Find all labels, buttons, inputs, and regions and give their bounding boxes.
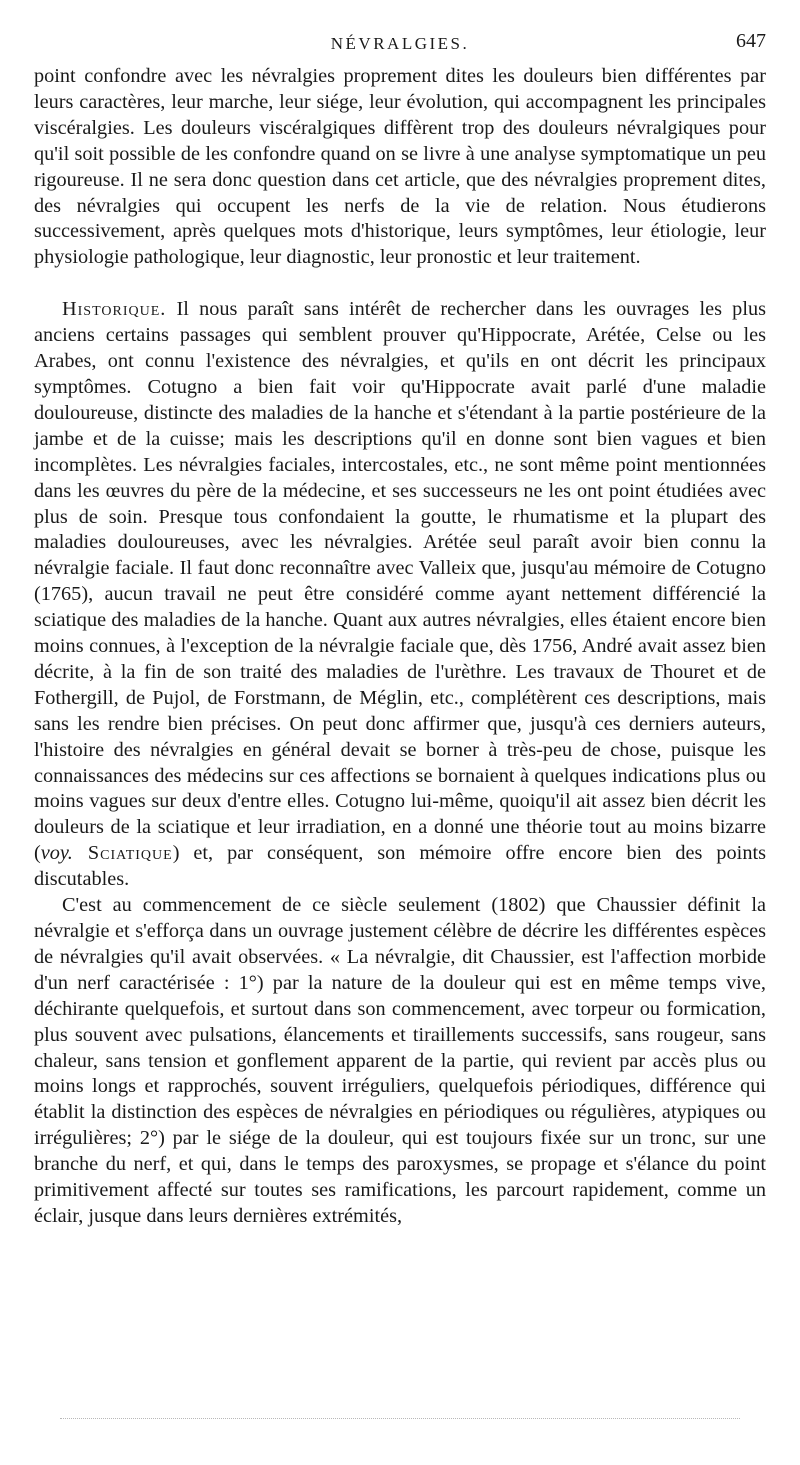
running-title: NÉVRALGIES. — [330, 34, 470, 53]
voy-abbreviation: voy. — [40, 842, 73, 865]
section-heading-historique: Historique. — [62, 298, 167, 321]
paragraph-chaussier: C'est au commencement de ce siècle seulement (1802) que Chaussier définit la névralgie et s'efforça dans un ouvrage justement célèbre de décrire les différentes espèces de névralgies qu'il avait observées. « La névralgie, dit Chaussier, est l'affection morbide d'un nerf caractérisée : 1°) par la nature de la douleur qui est en même temps vive, déchirante quelquefois, et surtout dans son commencement, avec torpeur ou formication, plus souvent avec pulsations, élancements et tiraillements successifs, sans rougeur, sans chaleur, sans tension et gonflement apparent de la partie, qui revient par accès plus ou moins longs et rapprochés, souvent irréguliers, quelquefois périodiques, différence qui établit la distinction des espèces de névralgies en périodiques ou régulières, atypiques ou irrégulières; 2°) par le siége de la douleur, qui est toujours fixée sur un tronc, sur une branche du nerf, et qui, dans le temps des paroxysmes, se propage et s'élance du point primitivement affecté sur toutes ses ramifications, les parcourt rapidement, comme un éclair, jusque dans leurs dernières extrémités, — [34, 894, 766, 1227]
page-number: 647 — [736, 30, 766, 52]
paragraph-historique-text-b: ) et, par conséquent, son mémoire offre encore bien des points discutables. — [34, 842, 766, 891]
footer-dotted-rule — [60, 1418, 740, 1419]
cross-reference-sciatique: Sciatique — [72, 842, 173, 865]
text-body — [34, 64, 766, 1230]
paragraph-intro-continued: point confondre avec les névralgies proprement dites les douleurs bien différentes par leurs caractères, leur marche, leur siége, leur évolution, qui accompagnent les principales viscéralgies. Les douleurs viscéralgiques diffèrent trop des douleurs névralgiques pour qu'il soit possible de les confondre quand on se livre à une analyse symptomatique un peu rigoureuse. Il ne sera donc question dans cet article, que des névralgies proprement dites, des névralgies qui occupent les nerfs de la vie de relation. Nous étudierons successivement, après quelques mots d'historique, leurs symptômes, leur étiologie, leur physiologie pathologique, leur diagnostic, leur pronostic et leur traitement. — [34, 65, 766, 269]
page-header — [34, 28, 766, 58]
paragraph-historique-text-a: Il nous paraît sans intérêt de rechercher dans les ouvrages les plus anciens certains passages qui semblent prouver qu'Hippocrate, Arétée, Celse ou les Arabes, ont connu l'existence des névralgies, et qu'ils en ont décrit les principaux symptômes. Cotugno a bien fait voir qu'Hippocrate avait parlé d'une maladie douloureuse, distincte des maladies de la hanche et s'étendant à la partie postérieure de la jambe et de la cuisse; mais les descriptions qu'il en donne sont bien vagues et bien incomplètes. Les névralgies faciales, intercostales, etc., ne sont même point mentionnées dans les œuvres du père de la médecine, et ses successeurs ne les ont point étudiées avec plus de soin. Presque tous confondaient la goutte, le rhumatisme et la plupart des maladies douloureuses, avec les névralgies. Arétée seul paraît avoir bien connu la névralgie faciale. Il faut donc reconnaître avec Valleix que, jusqu'au mémoire de Cotugno (1765), aucun travail ne peut être considéré comme ayant nettement différencié la sciatique des maladies de la hanche. Quant aux autres névralgies, elles étaient encore bien moins connues, à l'exception de la névralgie faciale que, dès 1756, André avait assez bien décrite, à la fin de son traité des maladies de l'urèthre. Les travaux de Thouret et de Fothergill, de Pujol, de Forstmann, de Méglin, etc., complétèrent ces descriptions, mais sans les rendre bien précises. On peut donc affirmer que, jusqu'à ces derniers auteurs, l'histoire des névralgies en général devait se borner à très-peu de chose, puisque les connaissances des médecins sur ces affections se bornaient à quelques indications plus ou moins vagues sur deux d'entre elles. Cotugno lui-même, quoiqu'il ait assez bien décrit les douleurs de la sciatique et leur irradiation, en a donné une théorie tout au moins bizarre ( — [34, 298, 766, 865]
section-spacer — [34, 271, 766, 297]
paragraph-historique — [34, 297, 766, 893]
